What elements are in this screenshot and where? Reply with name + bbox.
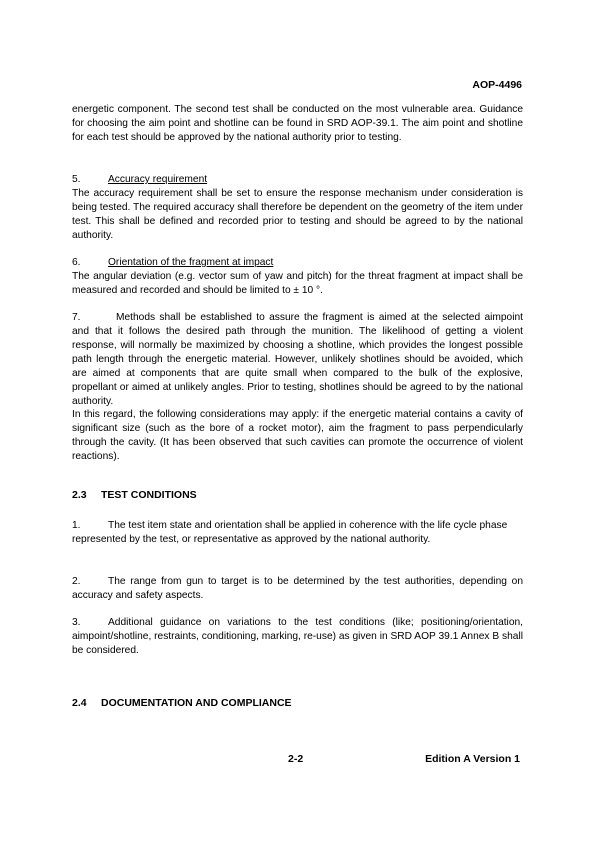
- section-number: 2.3: [72, 489, 87, 501]
- section-title: DOCUMENTATION AND COMPLIANCE: [101, 697, 292, 709]
- paragraph-5-body: The accuracy requirement shall be set to ensure the response mechanism under consideration is being tested. The required accuracy shall therefore be dependent on the geometry of the item under test. This shall be defined and recorded prior to testing and should be agreed to by the national authority.: [72, 188, 523, 241]
- page-number: 2-2: [288, 753, 304, 765]
- item-number: 3.: [72, 617, 81, 628]
- section-2-3-heading: [72, 489, 197, 501]
- section-2-4-heading: [72, 697, 292, 709]
- paragraph-6-body: The angular deviation (e.g. vector sum of yaw and pitch) for the threat fragment at impact shall be measured and recorded and should be limited to ± 10 °.: [72, 271, 523, 296]
- list-item: [72, 616, 523, 658]
- edition-label: Edition A Version 1: [425, 753, 520, 765]
- paragraph-7-body: Methods shall be established to assure the fragment is aimed at the selected aimpoint and that it follows the desired path through the munition. The likelihood of getting a violent response, will normally be maximized by choosing a shotline, which provides the longest possible path length through the energetic material. However, unlikely shotlines should be avoided, which are aimed at components that are quite small when compared to the bulk of the explosive, propellant or aimed at unlikely angles. Prior to testing, shotlines should be agreed to by the national authority.: [72, 312, 523, 407]
- item-text: Additional guidance on variations to the test conditions (like; positioning/orientation, aimpoint/shotline, restraints, conditioning, marking, re-use) as given in SRD AOP 39.1 Annex B shall be considered.: [72, 617, 523, 656]
- item-number: 1.: [72, 520, 81, 531]
- document-id: AOP-4496: [472, 79, 522, 91]
- list-item: [72, 519, 512, 547]
- section-number: 2.4: [72, 697, 87, 709]
- item-number: 2.: [72, 576, 81, 587]
- item-text: The test item state and orientation shall be applied in coherence with the life cycle phase represented by the test, or representative as approved by the national authority.: [72, 520, 508, 545]
- paragraph-title: Orientation of the fragment at impact: [108, 257, 274, 268]
- item-text: The range from gun to target is to be determined by the test authorities, depending on accuracy and safety aspects.: [72, 576, 523, 601]
- paragraph-number: 7.: [72, 312, 81, 323]
- section-title: TEST CONDITIONS: [101, 489, 197, 501]
- paragraph-number: 5.: [72, 174, 81, 185]
- paragraph-5-heading: [72, 173, 523, 187]
- paragraph-7-continuation: In this regard, the following considerations may apply: if the energetic material contains a cavity of significant size (such as the bore of a rocket motor), aim the fragment to pass perpendicularly through the cavity. (It has been observed that such cavities can promote the occurrence of violent reactions).: [72, 409, 523, 462]
- intro-paragraph: energetic component. The second test shall be conducted on the most vulnerable area. Guidance for choosing the aim point and shotline can be found in SRD AOP-39.1. The aim point and shotline for each test should be approved by the national authority prior to testing.: [72, 104, 523, 143]
- paragraph-number: 6.: [72, 257, 81, 268]
- list-item: [72, 575, 523, 603]
- paragraph-6-heading: [72, 256, 523, 270]
- paragraph-title: Accuracy requirement: [108, 174, 208, 185]
- paragraph-7: [72, 311, 523, 409]
